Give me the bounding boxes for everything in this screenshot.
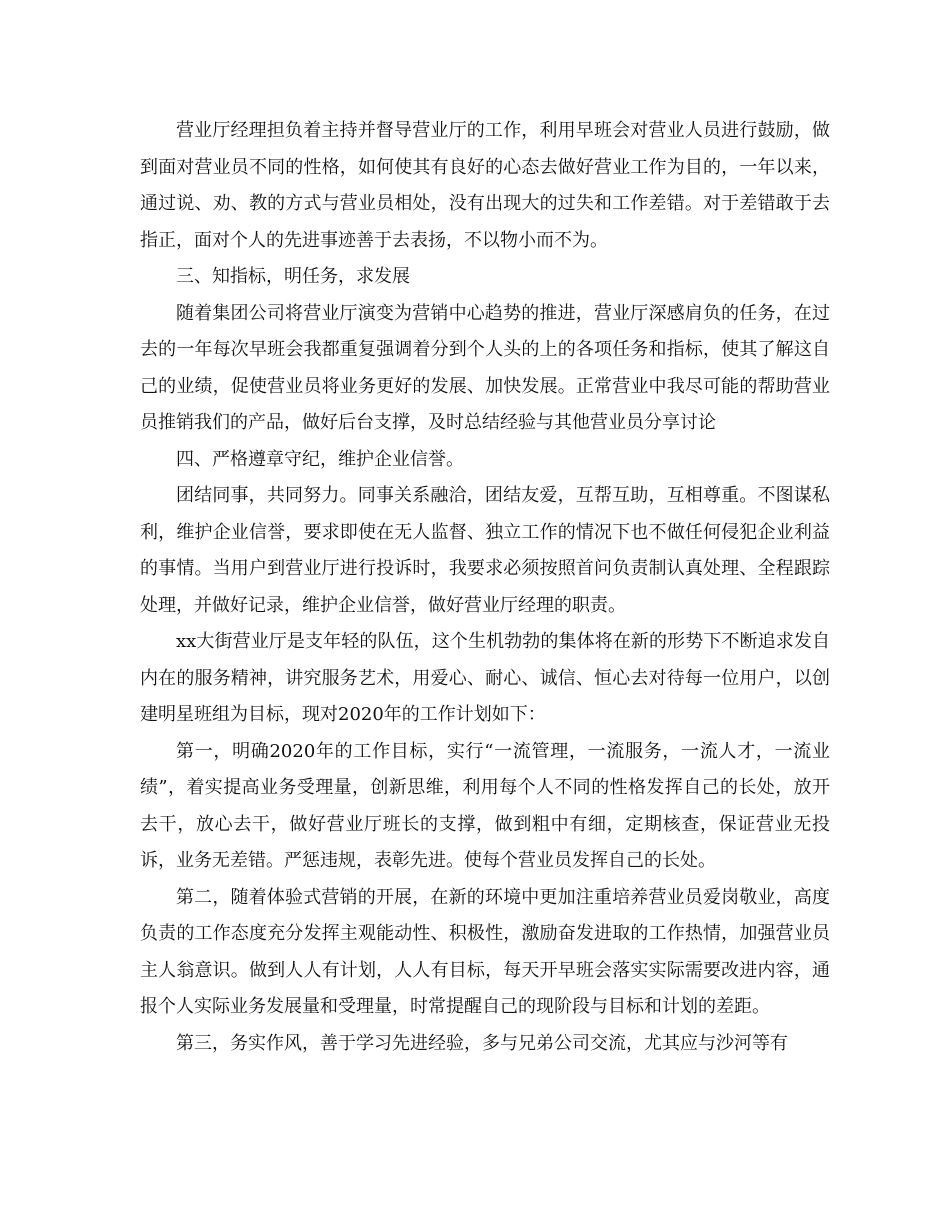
- paragraph-plan-second: 第二，随着体验式营销的开展，在新的环境中更加注重培养营业员爱岗敬业，高度负责的工作态度充分发挥主观能动性、积极性，激励奋发进取的工作热情，加强营业员主人翁意识。做到人人有计划，人人有目标，每天开早班会落实实际需要改进内容，通报个人实际业务发展量和受理量，时常提醒自己的现阶段与目标和计划的差距。: [140, 886, 830, 1017]
- paragraph-team-intro: xx大街营业厅是支年轻的队伍，这个生机勃勃的集体将在新的形势下不断追求发自内在的服务精神，讲究服务艺术，用爱心、耐心、诚信、恒心去对待每一位用户，以创建明星班组为目标，现对2020年的工作计划如下：: [140, 631, 830, 725]
- paragraph-plan-third: 第三，务实作风，善于学习先进经验，多与兄弟公司交流，尤其应与沙河等有: [176, 1032, 788, 1054]
- paragraph-targets-tasks: 随着集团公司将营业厅演变为营销中心趋势的推进，营业厅深感肩负的任务，在过去的一年每次早班会我都重复强调着分到个人头的上的各项任务和指标，使其了解这自己的业绩，促使营业员将业务更好的发展、加快发展。正常营业中我尽可能的帮助营业员推销我们的产品，做好后台支撑，及时总结经验与其他营业员分享讨论: [140, 302, 830, 433]
- document-body: [140, 113, 830, 1062]
- heading-section-three: 三、知指标，明任务，求发展: [176, 266, 410, 287]
- paragraph-manager-duties: 营业厅经理担负着主持并督导营业厅的工作，利用早班会对营业人员进行鼓励，做到面对营业员不同的性格，如何使其有良好的心态去做好营业工作为目的，一年以来，通过说、劝、教的方式与营业员相处，没有出现大的过失和工作差错。对于差错敢于去指正，面对个人的先进事迹善于去表扬，不以物小而不为。: [140, 120, 830, 251]
- paragraph-teamwork: 团结同事，共同努力。同事关系融洽，团结友爱，互帮互助，互相尊重。不图谋私利，维护企业信誉，要求即使在无人监督、独立工作的情况下也不做任何侵犯企业利益的事情。当用户到营业厅进行投诉时，我要求必须按照首问负责制认真处理、全程跟踪处理，并做好记录，维护企业信誉，做好营业厅经理的职责。: [140, 485, 830, 616]
- paragraph-plan-first: 第一，明确2020年的工作目标，实行“一流管理，一流服务，一流人才，一流业绩”，着实提高业务受理量，创新思维，利用每个人不同的性格发挥自己的长处，放开去干，放心去干，做好营业厅班长的支撑，做到粗中有细，定期核查，保证营业无投诉，业务无差错。严惩违规，表彰先进。使每个营业员发挥自己的长处。: [140, 740, 830, 871]
- heading-section-four: 四、严格遵章守纪，维护企业信誉。: [176, 448, 464, 470]
